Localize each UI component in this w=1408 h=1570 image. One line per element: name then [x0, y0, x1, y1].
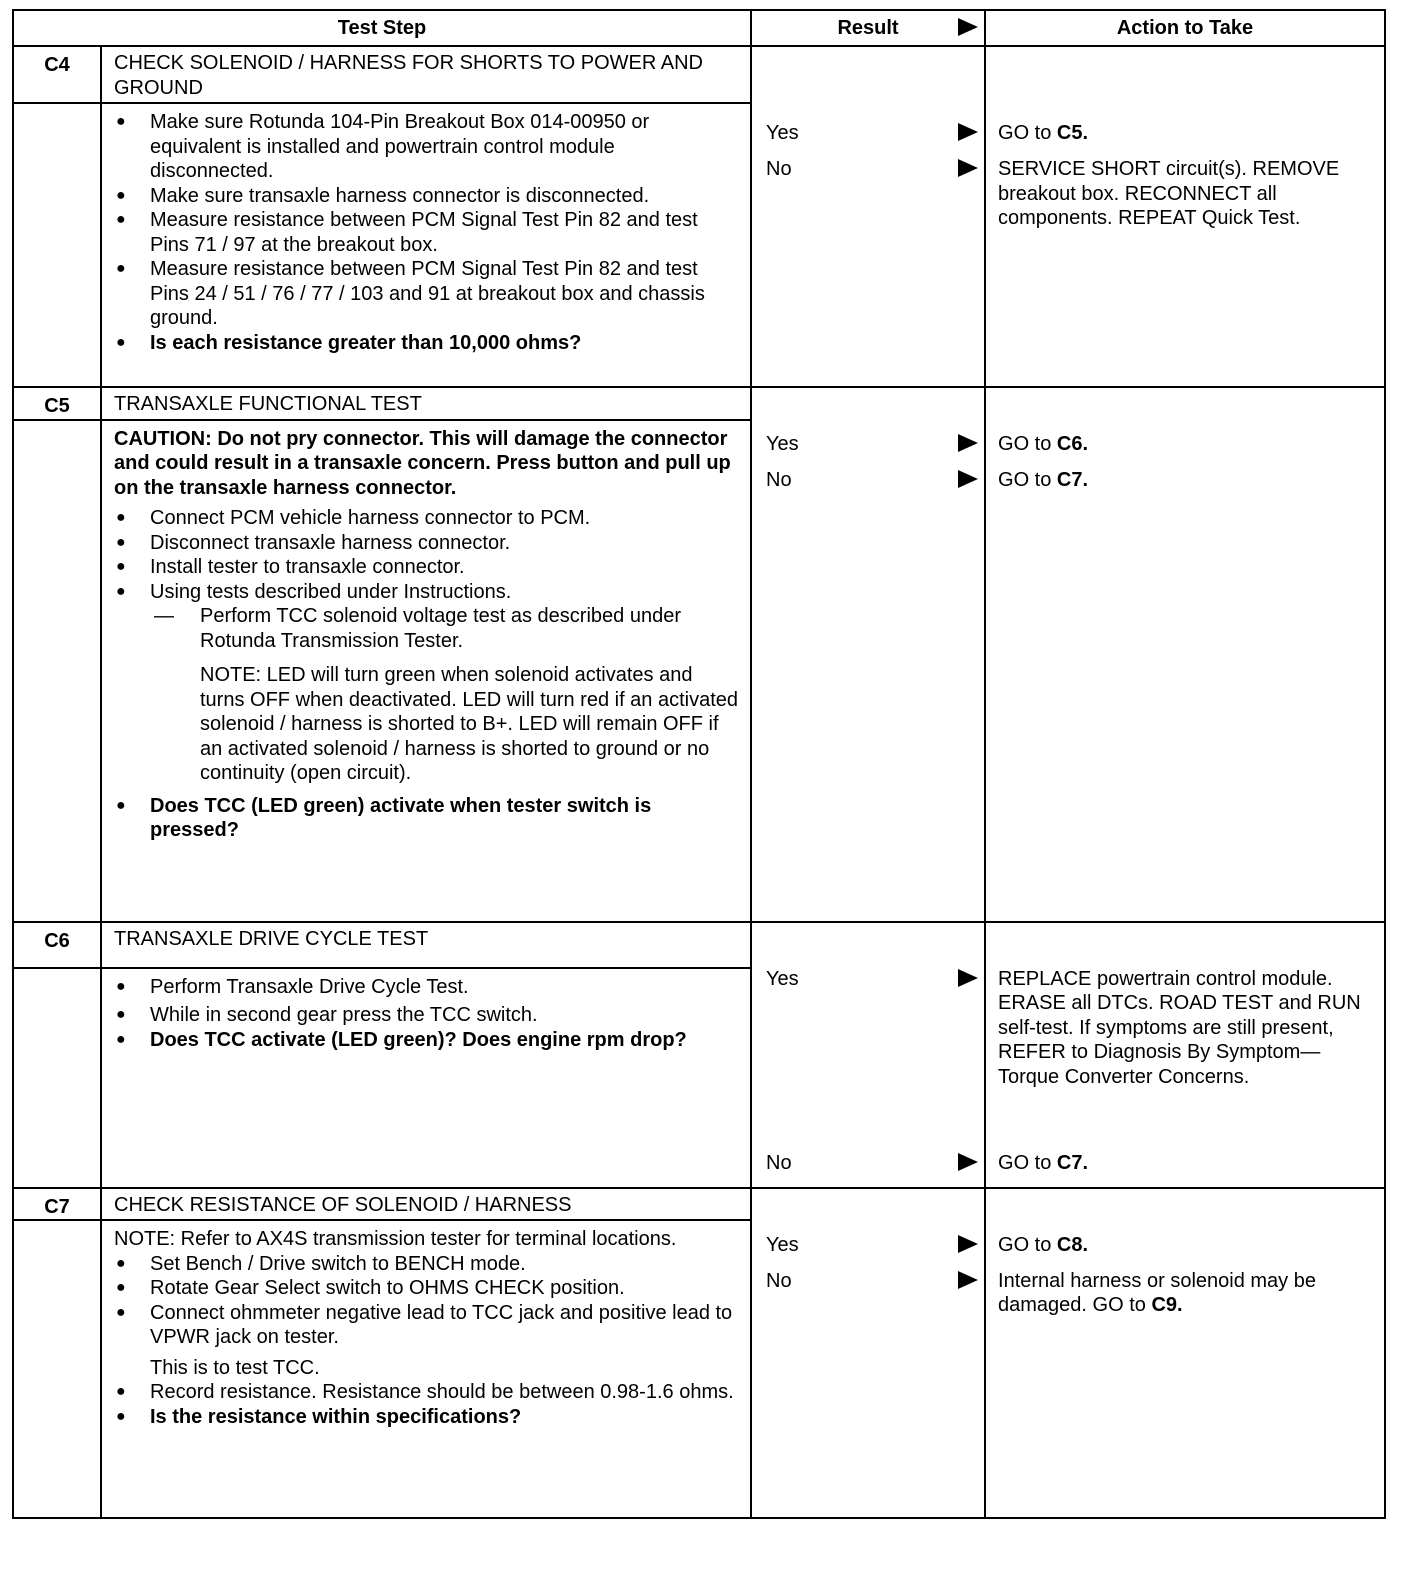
c6-action-no-text: GO to [998, 1151, 1057, 1174]
c5-step-list [114, 506, 740, 604]
c6-action-yes: REPLACE powertrain control module. ERASE all DTCs. ROAD TEST and RUN self-test. If symptoms are still present, REFER to Diagnosis By Symptom—Torque Converter Concerns. [998, 967, 1361, 1088]
c7-step-list-2 [114, 1380, 740, 1429]
c7-title-row [13, 1188, 1385, 1221]
c4-result-cell [751, 46, 985, 387]
c6-action-cell [985, 922, 1385, 1188]
c4-step-list [114, 110, 740, 355]
c7-yes-label: Yes [766, 1233, 799, 1256]
c4-no-label: No [766, 158, 792, 180]
list-item: ● Using tests described under Instructions. [114, 580, 740, 605]
list-item: ● Install tester to transaxle connector. [114, 555, 740, 580]
c5-result-yes [752, 432, 984, 468]
c7-result-no [752, 1269, 984, 1305]
c4-id-spacer [13, 103, 101, 387]
c6-body [101, 968, 751, 1188]
c7-action-no [998, 1269, 1374, 1318]
c7-action-no-target: C9. [1151, 1294, 1183, 1316]
c5-question: ● Does TCC (LED green) activate when tester switch is pressed? [114, 794, 740, 843]
c7-note: NOTE: Refer to AX4S transmission tester for terminal locations. [114, 1228, 677, 1250]
list-item: ● Connect ohmmeter negative lead to TCC jack and positive lead to VPWR jack on tester. [114, 1301, 740, 1350]
c7-sub-text: This is to test TCC. [150, 1356, 320, 1379]
table-header-row [13, 10, 1385, 46]
pinpoint-test-table [12, 9, 1386, 1519]
arrow-right-icon [958, 470, 978, 488]
c5-action-yes-target: C6. [1056, 433, 1089, 455]
c5-question-list [114, 794, 740, 843]
c4-title: CHECK SOLENOID / HARNESS FOR SHORTS TO POWER AND GROUND [101, 46, 751, 103]
c5-sub-step-text: Perform TCC solenoid voltage test as described under Rotunda Transmission Tester. [200, 605, 681, 652]
c5-title-row [13, 387, 1385, 420]
c5-caution: CAUTION: Do not pry connector. This will damage the connector and could result in a transaxle concern. Press button and pull up on the transaxle harness connector. [114, 427, 731, 499]
list-item: ● Rotate Gear Select switch to OHMS CHECK position. [114, 1276, 740, 1301]
c4-title-row [13, 46, 1385, 103]
header-result-label: Result [837, 16, 899, 39]
c7-id-spacer [13, 1220, 101, 1518]
c4-action-cell [985, 46, 1385, 387]
arrow-right-icon [958, 969, 978, 987]
c5-action-no-text: GO to [998, 469, 1057, 491]
c6-step-list [114, 975, 740, 1053]
c5-sub-step [114, 604, 740, 653]
c6-result-no [752, 1151, 984, 1187]
list-item: ● Record resistance. Resistance should be between 0.98-1.6 ohms. [114, 1380, 740, 1405]
c4-result-yes [752, 121, 984, 157]
c5-step-id: C5 [13, 387, 101, 420]
c6-id-spacer [13, 968, 101, 1188]
list-item: ● Make sure Rotunda 104-Pin Breakout Box 014-00950 or equivalent is installed and powertrain control module disconnected. [114, 110, 740, 184]
c6-step-id: C6 [13, 922, 101, 968]
c4-yes-label: Yes [766, 122, 799, 144]
c5-action-yes [998, 432, 1374, 468]
c4-action-yes [998, 121, 1374, 157]
c5-note: NOTE: LED will turn green when solenoid activates and turns OFF when deactivated. LED will turn red if an activated solenoid / harness is shorted to B+. LED will remain OFF if an activated solenoid / harness is shorted to ground or no continuity (open circuit). [200, 664, 739, 784]
c7-action-cell [985, 1188, 1385, 1519]
c5-yes-label: Yes [766, 433, 799, 455]
c5-id-spacer [13, 420, 101, 922]
c6-question: ● Does TCC activate (LED green)? Does engine rpm drop? [114, 1028, 740, 1053]
c4-action-no: SERVICE SHORT circuit(s). REMOVE breakout box. RECONNECT all components. REPEAT Quick Test. [998, 158, 1340, 229]
list-item: ● Perform Transaxle Drive Cycle Test. [114, 975, 740, 1000]
c6-result-yes [752, 967, 984, 1151]
c6-action-no [998, 1151, 1374, 1187]
arrow-right-icon [958, 159, 978, 177]
c6-title-row [13, 922, 1385, 968]
list-item: ● Set Bench / Drive switch to BENCH mode. [114, 1252, 740, 1277]
c7-question: ● Is the resistance within specifications? [114, 1405, 740, 1430]
c4-body [101, 103, 751, 387]
c5-action-no-target: C7. [1056, 469, 1089, 491]
c5-title: TRANSAXLE FUNCTIONAL TEST [101, 387, 751, 420]
c7-action-yes-text: GO to [998, 1233, 1057, 1256]
header-test-step: Test Step [13, 10, 751, 46]
list-item: ● Disconnect transaxle harness connector. [114, 531, 740, 556]
c4-action-yes-target: C5. [1056, 122, 1089, 144]
c7-step-id: C7 [13, 1188, 101, 1221]
diagnostic-table-sheet [12, 9, 1384, 1519]
arrow-right-icon [958, 1271, 978, 1289]
c7-result-cell [751, 1188, 985, 1519]
arrow-right-icon [958, 1153, 978, 1171]
dash-icon: — [154, 605, 174, 627]
c7-action-yes-target: C8. [1056, 1233, 1089, 1256]
c5-result-no [752, 468, 984, 504]
arrow-right-icon [958, 18, 978, 36]
header-result [751, 10, 985, 46]
c7-result-yes [752, 1233, 984, 1269]
c5-no-label: No [766, 469, 792, 491]
list-item: ● Measure resistance between PCM Signal Test Pin 82 and test Pins 71 / 97 at the breakout box. [114, 208, 740, 257]
arrow-right-icon [958, 123, 978, 141]
c4-step-id: C4 [13, 46, 101, 103]
c4-result-no [752, 157, 984, 193]
list-item: ● Measure resistance between PCM Signal Test Pin 82 and test Pins 24 / 51 / 76 / 77 / 103 and 91 at breakout box and chassis ground. [114, 257, 740, 331]
c5-action-yes-text: GO to [998, 433, 1057, 455]
c5-action-no [998, 468, 1374, 504]
list-item: ● While in second gear press the TCC switch. [114, 1003, 740, 1028]
c6-no-label: No [766, 1151, 792, 1174]
header-action: Action to Take [985, 10, 1385, 46]
c6-result-cell [751, 922, 985, 1188]
list-item: ● Connect PCM vehicle harness connector to PCM. [114, 506, 740, 531]
c7-title: CHECK RESISTANCE OF SOLENOID / HARNESS [101, 1188, 751, 1221]
c6-yes-label: Yes [766, 967, 799, 990]
c6-title: TRANSAXLE DRIVE CYCLE TEST [101, 922, 751, 968]
c7-no-label: No [766, 1269, 792, 1292]
c5-action-cell [985, 387, 1385, 922]
c4-question: ● Is each resistance greater than 10,000 ohms? [114, 331, 740, 356]
c7-action-no-text: Internal harness or solenoid may be damaged. GO to [998, 1269, 1316, 1316]
c6-action-no-target: C7. [1056, 1151, 1089, 1174]
c7-step-list [114, 1252, 740, 1350]
list-item: ● Make sure transaxle harness connector is disconnected. [114, 184, 740, 209]
c7-action-yes [998, 1233, 1374, 1269]
c5-result-cell [751, 387, 985, 922]
c4-action-yes-text: GO to [998, 122, 1057, 144]
c5-body [101, 420, 751, 922]
arrow-right-icon [958, 1235, 978, 1253]
c7-body [101, 1220, 751, 1518]
arrow-right-icon [958, 434, 978, 452]
